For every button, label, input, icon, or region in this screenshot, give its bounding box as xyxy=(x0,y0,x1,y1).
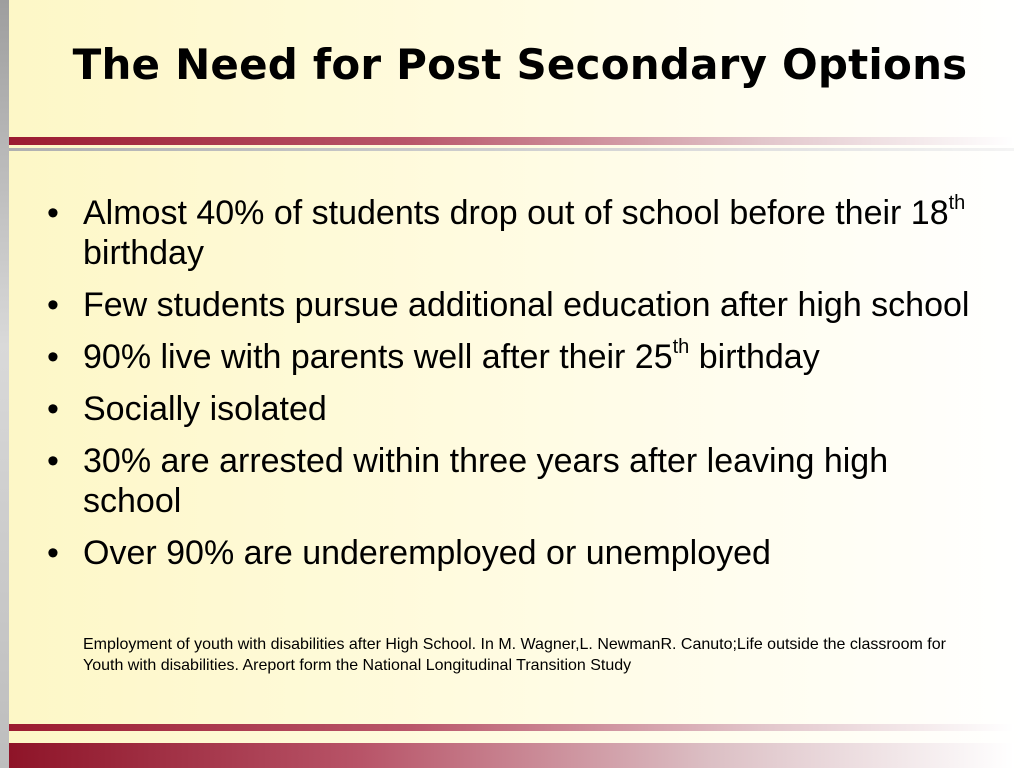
footer-divider-red xyxy=(9,724,1014,731)
bullet-item xyxy=(44,389,974,429)
bullet-list xyxy=(44,193,974,585)
bullet-superscript: th xyxy=(672,336,690,358)
bullet-item xyxy=(44,441,974,521)
citation-text: Employment of youth with disabilities after High School. In M. Wagner,L. NewmanR. Canuto;Life outside the classroom for Youth with disabilities. Areport form the National Longitudinal Transition Study xyxy=(83,636,946,674)
bullet-text: 90% live with parents well after their 25 xyxy=(83,338,673,376)
title-divider-red xyxy=(9,137,1014,145)
bullet-text: Socially isolated xyxy=(83,390,327,428)
bullet-text: Almost 40% of students drop out of school before their 18 xyxy=(83,194,949,232)
bullet-tail: birthday xyxy=(83,234,204,272)
left-edge-bar xyxy=(0,0,9,768)
bullet-text: 30% are arrested within three years after leaving high school xyxy=(83,442,889,520)
bullet-text: Few students pursue additional education after high school xyxy=(83,286,970,324)
bullet-item xyxy=(44,285,974,325)
slide-title: The Need for Post Secondary Options xyxy=(72,40,968,89)
bullet-item xyxy=(44,337,974,377)
bullet-tail: birthday xyxy=(689,338,820,376)
bullet-superscript: th xyxy=(948,192,966,214)
bullet-item xyxy=(44,193,974,273)
title-divider-gray xyxy=(9,148,1014,151)
bullet-text: Over 90% are underemployed or unemployed xyxy=(83,534,771,572)
bullet-item xyxy=(44,533,974,573)
footer-band xyxy=(9,743,1014,768)
